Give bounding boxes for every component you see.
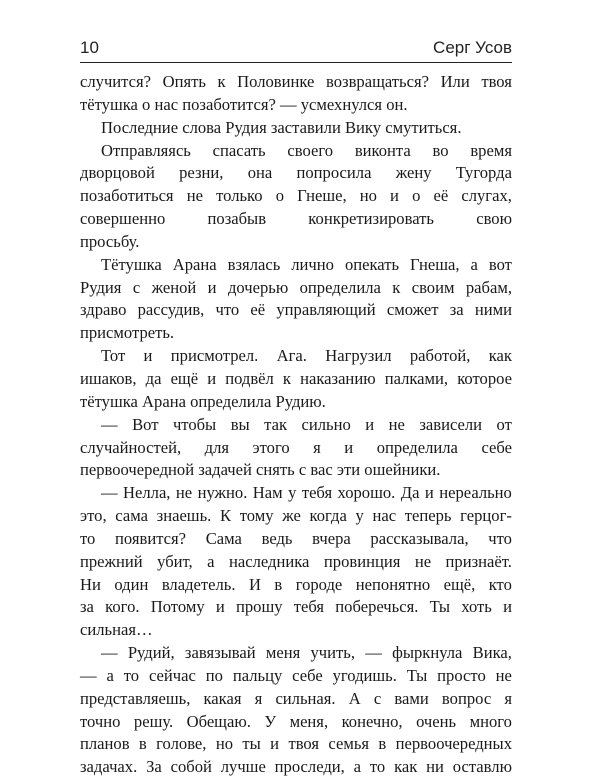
word: вы	[230, 414, 250, 434]
word: так	[264, 414, 288, 434]
word: непонятно	[355, 574, 431, 594]
word: только	[216, 186, 263, 206]
word: фыркнула	[392, 643, 463, 663]
word: и	[503, 597, 512, 617]
word: ты	[242, 734, 261, 754]
word: твоя	[481, 72, 512, 91]
text-line	[80, 185, 512, 208]
text-line	[80, 368, 512, 391]
word: Тот	[101, 346, 126, 366]
word: своим	[411, 277, 455, 297]
text-line	[80, 277, 512, 300]
word: тебя	[301, 483, 333, 503]
running-title: Серг Усов	[433, 38, 512, 57]
text-line	[80, 642, 512, 665]
word: Опять	[162, 72, 206, 91]
word: меня	[265, 643, 301, 663]
text-line	[80, 482, 512, 505]
word: —	[101, 414, 118, 434]
word: Нам	[252, 483, 283, 503]
word: сама	[115, 506, 148, 526]
word: её	[250, 300, 266, 320]
word: прошу	[235, 597, 283, 617]
word: не	[175, 483, 193, 503]
word: хорошо.	[337, 483, 396, 503]
word: рассудив,	[137, 300, 205, 320]
word: Гнеша,	[410, 254, 460, 274]
word: много	[469, 711, 512, 731]
word: Тугорда	[455, 163, 512, 183]
text-line: первоочередной задачей снять с вас эти ошейники.	[80, 460, 441, 480]
word: случится?	[80, 72, 151, 91]
text-line: просьбу.	[80, 231, 140, 251]
word: возвращаться?	[326, 72, 429, 91]
word: ними	[474, 300, 512, 320]
page-number: 10	[80, 38, 99, 57]
word: пальцу	[232, 665, 283, 685]
word: но	[215, 734, 234, 754]
text-line	[80, 756, 512, 779]
word: появится?	[115, 528, 187, 548]
word: завязывай	[184, 643, 256, 663]
word: Потому	[150, 597, 205, 617]
word: угодишь.	[332, 665, 397, 685]
word: Нагрузил	[325, 346, 392, 366]
word: Ты	[406, 665, 428, 685]
word: Вот	[132, 414, 159, 434]
word: с	[132, 277, 141, 297]
word: резни,	[179, 163, 224, 183]
word: палками,	[384, 368, 449, 388]
word: в	[138, 734, 147, 754]
word: герцог-	[460, 506, 512, 526]
word: для	[204, 437, 229, 457]
word: что	[488, 528, 512, 548]
text-line	[80, 345, 512, 368]
word: ведь	[261, 528, 293, 548]
word: вами	[394, 688, 429, 708]
word: Ни	[80, 574, 101, 594]
text-line	[80, 505, 512, 528]
word: знаешь.	[156, 506, 212, 526]
word: слугах,	[461, 186, 512, 206]
word: За	[146, 757, 162, 777]
word: женой	[151, 277, 197, 297]
word: прежний	[80, 551, 143, 571]
word: её	[433, 186, 449, 206]
word: сейчас	[148, 665, 196, 685]
word: собой	[170, 757, 212, 777]
word: позаботиться	[80, 186, 174, 206]
word: управляющий	[276, 300, 376, 320]
text-line	[80, 140, 512, 163]
word: один	[114, 574, 149, 594]
word: провинция	[323, 551, 401, 571]
word: время	[470, 140, 512, 160]
word: случайностей,	[80, 437, 182, 457]
word: чтобы	[172, 414, 217, 434]
word: как	[394, 757, 418, 777]
word: конечно,	[341, 711, 403, 731]
text-line	[80, 437, 512, 460]
text-line: тётушка о нас позаботится? — усмехнулся он.	[80, 94, 408, 114]
word: здраво	[80, 300, 127, 320]
word: планов	[80, 734, 130, 754]
text-line	[80, 528, 512, 551]
word: опекать	[344, 254, 400, 274]
word: это,	[80, 506, 107, 526]
word: рабам,	[465, 277, 512, 297]
word: кого.	[105, 597, 140, 617]
word: и	[365, 414, 375, 434]
word: вчера	[312, 528, 351, 548]
word: рассказывала,	[370, 528, 469, 548]
word: просто	[437, 665, 486, 685]
word: когда	[309, 506, 347, 526]
word: я	[313, 437, 321, 457]
word: тому	[239, 506, 274, 526]
word: —	[101, 643, 118, 663]
word: к	[217, 72, 226, 91]
word: да	[145, 368, 162, 388]
word: и	[207, 368, 217, 388]
word: определила	[299, 277, 381, 297]
word: и	[424, 483, 434, 503]
word: У	[264, 711, 277, 731]
text-line	[80, 162, 512, 185]
word: теперь	[404, 506, 452, 526]
word: как	[488, 346, 512, 366]
word: первоочередных	[395, 734, 512, 754]
word: —	[80, 665, 97, 685]
word: лично	[291, 254, 334, 274]
word: представляешь,	[80, 688, 191, 708]
word: от	[496, 414, 512, 434]
word: конкретизировать	[308, 209, 434, 229]
word: к	[282, 368, 291, 388]
word: а	[470, 254, 478, 274]
word: поберечься.	[335, 597, 419, 617]
word: во	[432, 140, 449, 160]
text-line	[80, 414, 512, 437]
word: попросила	[296, 163, 372, 183]
word: не	[495, 665, 512, 685]
word: задачах.	[80, 757, 138, 777]
text-line: тётушка Арана определила Рудию.	[80, 391, 326, 411]
word: не	[186, 186, 203, 206]
word: то	[80, 528, 96, 548]
word: свою	[476, 209, 512, 229]
word: наследника	[229, 551, 310, 571]
word: дочерью	[227, 277, 289, 297]
word: за	[80, 597, 94, 617]
word: подвёл	[225, 368, 274, 388]
word: дворцовой	[80, 163, 155, 183]
word: очень	[416, 711, 457, 731]
word: и	[270, 734, 280, 754]
word: и	[143, 346, 153, 366]
word: голове,	[156, 734, 207, 754]
word: и	[344, 437, 354, 457]
word: то	[369, 757, 386, 777]
word: оставлю	[452, 757, 512, 777]
word: сильно	[301, 414, 351, 434]
word: позабыв	[207, 209, 267, 229]
word: кто	[488, 574, 512, 594]
word: по	[205, 665, 223, 685]
text-line	[80, 71, 512, 94]
text-line	[80, 254, 512, 277]
word: Арана	[172, 254, 217, 274]
word: а	[106, 665, 114, 685]
word: а	[207, 551, 215, 571]
word: проследи,	[274, 757, 345, 777]
text-line	[80, 551, 512, 574]
word: но	[359, 186, 377, 206]
word: ещё	[170, 368, 199, 388]
word: в	[378, 734, 387, 754]
text-line	[80, 208, 512, 231]
word: сильная.	[275, 688, 336, 708]
word: Рудий,	[127, 643, 175, 663]
word: Ага.	[276, 346, 307, 366]
word: работой,	[409, 346, 471, 366]
word: признаёт.	[445, 551, 512, 571]
word: то	[123, 665, 140, 685]
word: этого	[252, 437, 290, 457]
word: она	[247, 163, 273, 183]
word: Рудия	[80, 277, 122, 297]
word: определила	[376, 437, 458, 457]
word: Обещаю.	[186, 711, 251, 731]
word: твоя	[288, 734, 320, 754]
word: с	[373, 688, 382, 708]
word: не	[414, 551, 432, 571]
word: нужно.	[197, 483, 248, 503]
word: себе	[481, 437, 512, 457]
word: Да	[400, 483, 420, 503]
word: себе	[292, 665, 323, 685]
word: совершенно	[80, 209, 166, 229]
word: к	[392, 277, 401, 297]
word: вопрос	[441, 688, 492, 708]
word: —	[365, 643, 382, 663]
word: не	[388, 414, 405, 434]
word: спасать	[212, 140, 266, 160]
page-header	[80, 38, 512, 63]
word: и	[215, 597, 225, 617]
text-line: Последние слова Рудия заставили Вику смутиться.	[101, 117, 462, 137]
word: и	[390, 186, 399, 206]
word: решу.	[133, 711, 174, 731]
text-line	[80, 596, 512, 619]
word: нереально	[439, 483, 512, 503]
word: виконта	[354, 140, 411, 160]
word: присмотрел.	[170, 346, 259, 366]
word: что	[215, 300, 240, 320]
word: а	[353, 757, 362, 777]
word: наказанию	[300, 368, 376, 388]
word: тебя	[293, 597, 325, 617]
word: ещё,	[443, 574, 476, 594]
word: нас	[372, 506, 397, 526]
word: Сама	[205, 528, 242, 548]
word: —	[101, 483, 118, 503]
word: городе	[295, 574, 343, 594]
word: вот	[488, 254, 512, 274]
word: сможет	[386, 300, 439, 320]
text-line	[80, 574, 512, 597]
text-line	[80, 665, 512, 688]
word: семья	[328, 734, 370, 754]
word: убит,	[157, 551, 193, 571]
word: меня,	[289, 711, 329, 731]
word: хоть	[461, 597, 492, 617]
word: о	[412, 186, 421, 206]
word: Или	[440, 72, 470, 91]
word: Гнеше,	[297, 186, 347, 206]
word: взялась	[227, 254, 281, 274]
word: я	[254, 688, 263, 708]
word: Половинке	[237, 72, 315, 91]
word: же	[282, 506, 301, 526]
word: жену	[395, 163, 432, 183]
word: Тётушка	[101, 254, 162, 274]
word: за	[449, 300, 464, 320]
word: И	[248, 574, 261, 594]
word: зависели	[419, 414, 483, 434]
text-line	[80, 688, 512, 711]
word: К	[219, 506, 232, 526]
word: Вика,	[472, 643, 512, 663]
word: Нелла,	[123, 483, 171, 503]
word: у	[288, 483, 297, 503]
text-line: присмотреть.	[80, 323, 175, 343]
word: Ты	[429, 597, 451, 617]
body-text	[80, 71, 512, 779]
word: у	[355, 506, 364, 526]
word: ишаков,	[80, 368, 137, 388]
word: своего	[287, 140, 334, 160]
word: и	[207, 277, 217, 297]
word: владетель.	[161, 574, 236, 594]
word: А	[348, 688, 361, 708]
word: учить,	[310, 643, 355, 663]
text-line	[80, 733, 512, 756]
word: Отправляясь	[101, 140, 191, 160]
word: в	[274, 574, 283, 594]
word: о	[275, 186, 284, 206]
word: которое	[457, 368, 512, 388]
text-line: сильная…	[80, 620, 153, 640]
word: точно	[80, 711, 121, 731]
word: какая	[203, 688, 242, 708]
text-line	[80, 299, 512, 322]
text-line	[80, 711, 512, 734]
word: я	[504, 688, 512, 708]
word: ни	[426, 757, 444, 777]
word: лучше	[220, 757, 266, 777]
